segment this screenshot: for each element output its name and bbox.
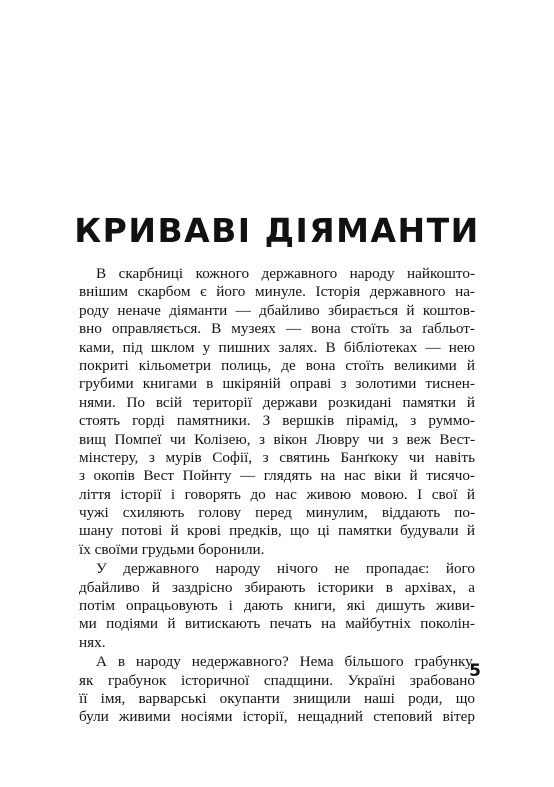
paragraph [79,265,475,559]
text-line: мінстеру, з мурів Софії, з святинь Банґкоку чи навіть [79,448,475,466]
text-line: дбайливо й заздрісно збирають історики в архівах, а [79,578,475,596]
text-line: потім опрацьовують і дають книги, які дишуть живи- [79,597,475,615]
text-line: роду неначе діяманти — дбайливо збирається й коштов- [79,301,475,319]
text-line: з окопів Вест Пойнту — глядять на нас віки й тисячо- [79,467,475,485]
text-line: вищ Помпеї чи Колізею, з вікон Лювру чи з веж Вест- [79,430,475,448]
chapter-title: КРИВАВІ ДІЯМАНТИ [74,211,480,250]
text-line: грубими книгами в шкіряній оправі з золотими тиснен- [79,375,475,393]
text-line: вно оправляється. В музеях — вона стоїть за ґабльот- [79,320,475,338]
page-number: 5 [469,661,481,681]
paragraph [79,560,475,652]
text-line: були живими носіями історії, нещадний степовий вітер [79,708,475,726]
text-line: шану потові й крові предків, що ці памятки будували й [79,522,475,540]
text-line: ками, під шклом у пишних залях. В бібліотеках — нею [79,338,475,356]
text-line: ми подіями й витискають печать на майбутніх поколін- [79,615,475,633]
text-line: чужі схиляють голову перед минулим, віддають по- [79,504,475,522]
text-line: В скарбниці кожного державного народу найкошто- [96,265,475,282]
paragraph [79,653,475,727]
text-line: їх своїми грудьми боронили. [79,540,265,558]
text-line: нями. По всій території держави розкидані памятки й [79,393,475,411]
text-line: У державного народу нічого не пропадає: його [96,560,475,578]
text-line: її імя, варварські окупанти знищили наші роди, що [79,689,475,707]
text-line: А в народу недержавного? Нема більшого грабунку, [96,653,475,671]
text-line: покриті кільометри полиць, де вона стоїть великими й [79,356,475,374]
text-line: стоять горді памятники. З вершків пірамід, з руммо- [79,412,475,430]
text-line: внішим скарбом є його минуле. Історія державного на- [79,283,475,301]
text-line: ліття історії і говорять до нас живою мовою. І свої й [79,485,475,503]
text-line: як грабунок історичної спадщини. Україні зрабовано [79,671,475,689]
text-line: нях. [79,633,106,651]
body-text [79,265,475,727]
